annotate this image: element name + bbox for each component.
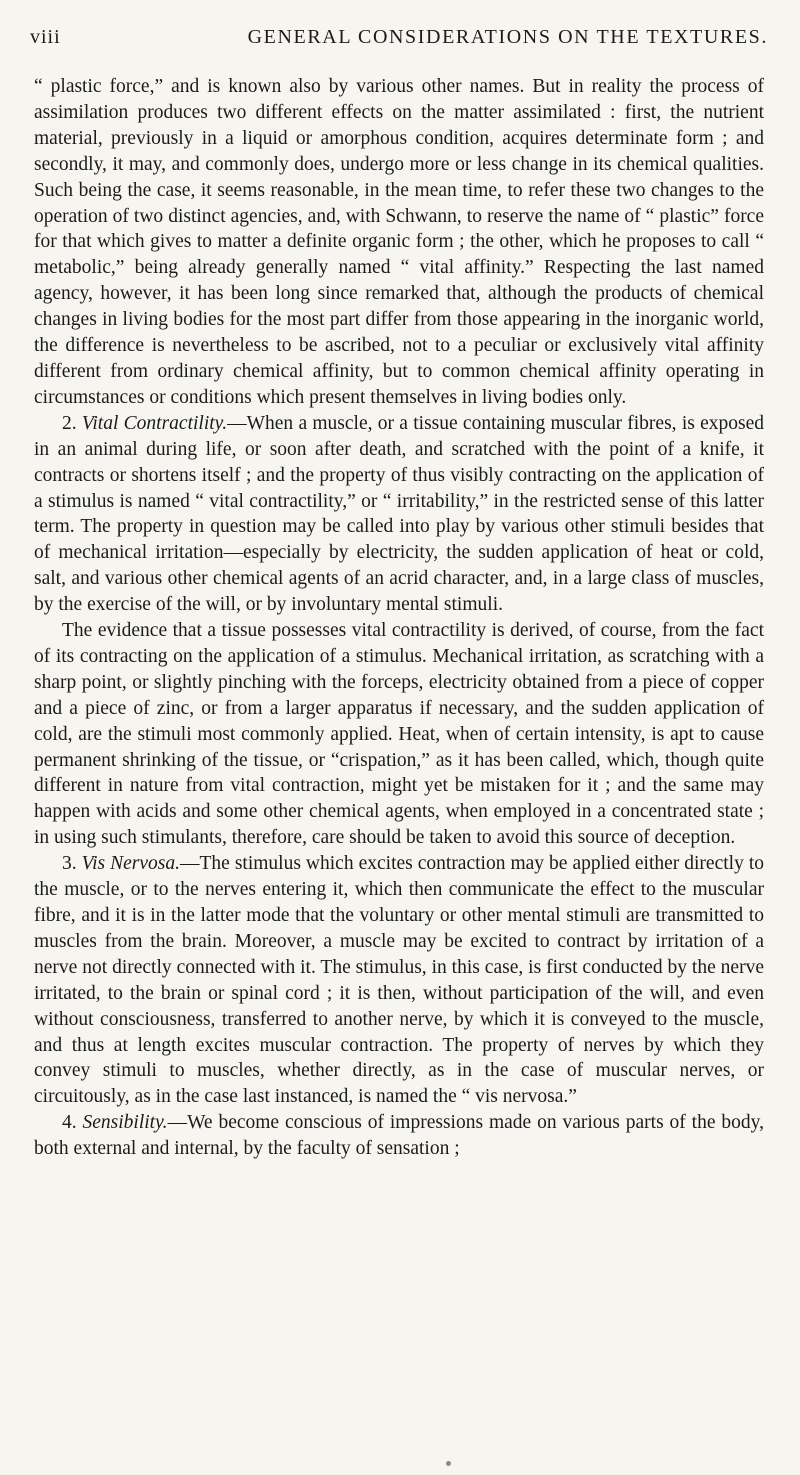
- section-heading: Vital Contractility.: [81, 412, 228, 434]
- paragraph-plastic-force: [34, 74, 764, 411]
- section-heading: Vis Nervosa.: [81, 853, 180, 875]
- paragraph-evidence: [34, 618, 764, 851]
- paragraph-text: —The stimulus which excites contraction may be applied either directly to the muscle, or to the nerves entering it, which then communicate the effect to the muscular fibre, and it is in the latter mode that the voluntary or other mental stimuli are transmitted to muscles from the brain. Moreover, a muscle may be excited to contract by irritation of a nerve not directly connected with it. The stimulus, in this case, is first conducted by the nerve irritated, to the brain or spinal cord ; it is then, without participation of the will, and even without consciousness, transferred to another nerve, by which it is conveyed to the muscle, and thus at length excites muscular contraction. The property of nerves by which they convey stimuli to muscles, whether directly, as in the case of muscular nerves, or circuitously, as in the case last instanced, is named the “ vis nervosa.”: [34, 853, 764, 1108]
- section-number: 4.: [62, 1112, 77, 1134]
- paragraph-vital-contractility: [34, 411, 764, 618]
- ink-speck: [446, 1461, 451, 1466]
- running-head: [30, 26, 768, 54]
- paragraph-text: —We become conscious of impressions made on various parts of the body, both external and internal, by the faculty of sensation ;: [34, 1112, 764, 1160]
- paragraph-text: The evidence that a tissue possesses vital contractility is derived, of course, from the fact of its contracting on the application of a stimulus. Mechanical irritation, as scratching with a sharp point, or slightly pinching with the forceps, electricity obtained from a piece of copper and a piece of zinc, or from a larger apparatus if necessary, and the sudden application of cold, are the stimuli most commonly applied. Heat, when of certain intensity, is apt to cause permanent shrinking of the tissue, or “crispation,” as it has been called, which, though quite different in nature from vital contraction, might yet be mistaken for it ; and the same may happen with acids and some other chemical agents, when employed in a concentrated state ; in using such stimulants, therefore, care should be taken to avoid this source of deception.: [34, 620, 764, 849]
- paragraph-vis-nervosa: [34, 851, 764, 1110]
- paragraph-text: “ plastic force,” and is known also by various other names. But in reality the process of assimilation produces two different effects on the matter assimilated : first, the nutrient material, previously in a liquid or amorphous condition, acquires determinate form ; and secondly, it may, and commonly does, undergo more or less change in its chemical qualities. Such being the case, it seems reasonable, in the mean time, to refer these two changes to the operation of two distinct agencies, and, with Schwann, to reserve the name of “ plastic” force for that which gives to matter a definite organic form ; the other, which he proposes to call “ metabolic,” being already generally named “ vital affinity.” Respecting the last named agency, however, it has been long since remarked that, although the products of chemical changes in living bodies for the most part differ from those appearing in the inorganic world, the difference is nevertheless to be ascribed, not to a peculiar or exclusively vital affinity different from ordinary chemical affinity, but to common chemical affinity operating in circumstances or conditions which present themselves in living bodies only.: [34, 76, 764, 408]
- paragraph-sensibility: [34, 1110, 764, 1162]
- page-number: viii: [30, 26, 61, 48]
- section-number: 2.: [62, 412, 77, 434]
- paragraph-text: —When a muscle, or a tissue containing muscular fibres, is exposed in an animal during life, or soon after death, and scratched with the point of a knife, it contracts or shortens itself ; and the property of thus visibly contracting on the application of a stimulus is named “ vital contractility,” or “ irritability,” in the restricted sense of this latter term. The property in question may be called into play by various other stimuli besides that of mechanical irritation—especially by electricity, the sudden application of heat or cold, salt, and various other chemical agents of an acrid character, and, in a large class of muscles, by the exercise of the will, or by involuntary mental stimuli.: [34, 412, 764, 616]
- running-title: GENERAL CONSIDERATIONS ON THE TEXTURES.: [247, 26, 768, 48]
- section-number: 3.: [62, 853, 77, 875]
- body-text: [34, 74, 764, 1162]
- section-heading: Sensibility.: [82, 1112, 168, 1134]
